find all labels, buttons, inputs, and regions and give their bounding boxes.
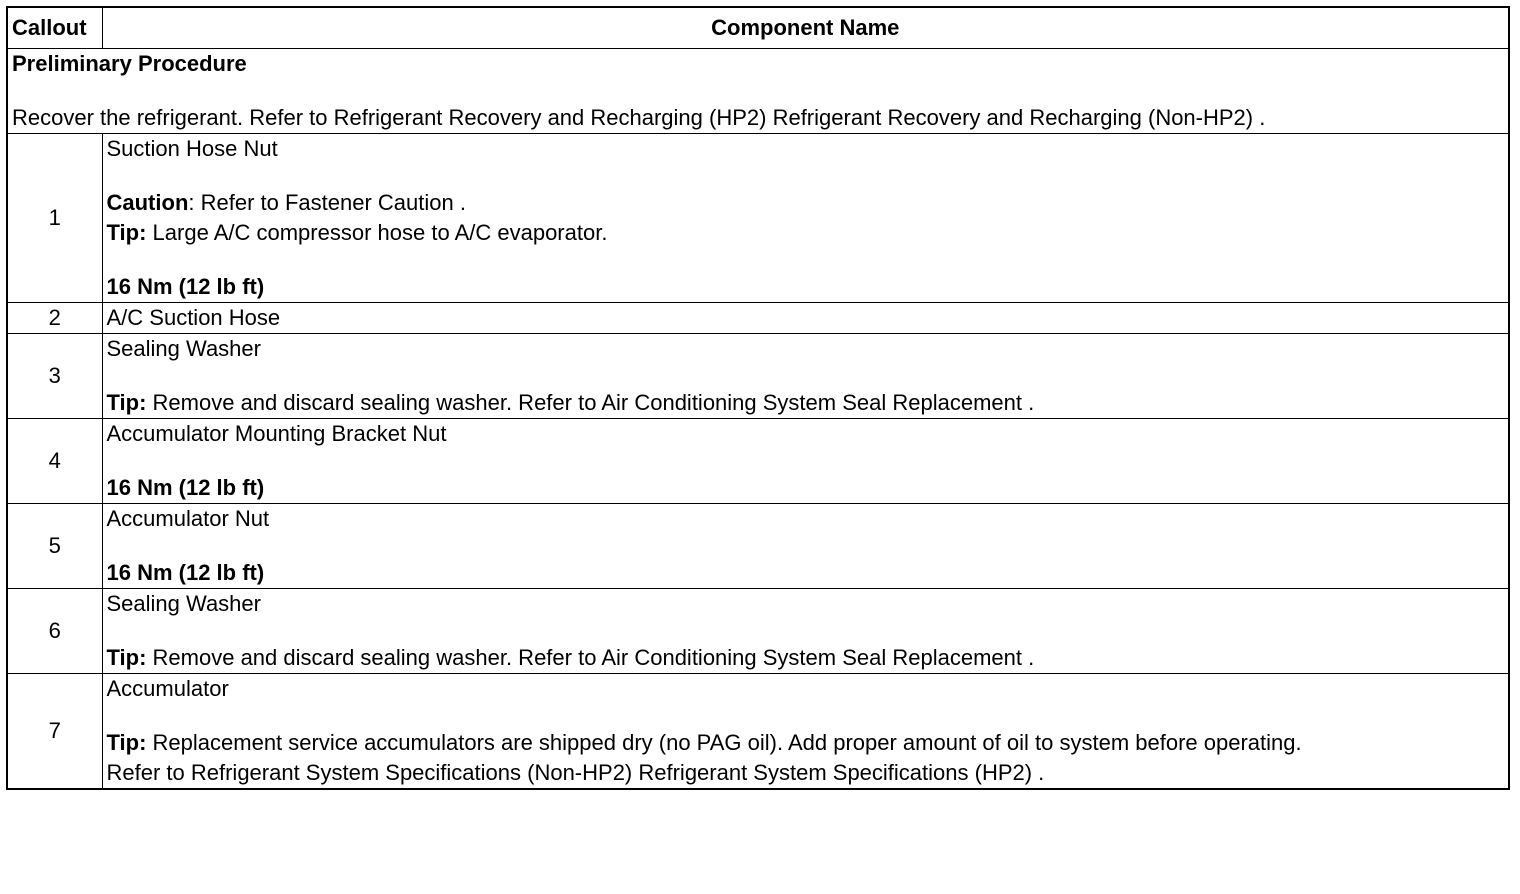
callout-number: 4 (7, 419, 102, 504)
tip-label: Tip: (106, 220, 147, 245)
tip-text: Remove and discard sealing washer. Refer to Air Conditioning System Seal Replacement . (146, 390, 1035, 415)
component-name-column-header: Component Name (102, 7, 1509, 49)
component-cell (102, 334, 1509, 419)
callout-number: 6 (7, 589, 102, 674)
preliminary-procedure-text: Recover the refrigerant. Refer to Refrigerant Recovery and Recharging (HP2) Refrigerant Recovery and Recharging (Non-HP2) . (12, 105, 1266, 130)
component-cell (102, 134, 1509, 303)
torque-spec: 16 Nm (12 lb ft) (106, 274, 265, 299)
component-cell (102, 589, 1509, 674)
tip-text: Large A/C compressor hose to A/C evaporator. (146, 220, 608, 245)
tip-label: Tip: (106, 390, 147, 415)
table-row (7, 674, 1509, 790)
component-table (6, 6, 1510, 790)
component-name: Accumulator Mounting Bracket Nut (106, 421, 447, 446)
callout-number: 3 (7, 334, 102, 419)
tip-label: Tip: (106, 645, 147, 670)
table-row (7, 419, 1509, 504)
tip-continuation: Refer to Refrigerant System Specifications (Non-HP2) Refrigerant System Specifications (HP2) . (106, 760, 1045, 785)
table-row (7, 589, 1509, 674)
preliminary-procedure-title: Preliminary Procedure (12, 51, 247, 76)
component-cell (102, 674, 1509, 790)
table-row (7, 134, 1509, 303)
component-name: A/C Suction Hose (106, 305, 281, 330)
table-row (7, 504, 1509, 589)
caution-label: Caution (106, 190, 189, 215)
callout-number: 5 (7, 504, 102, 589)
caution-note (107, 188, 1505, 218)
tip-note (107, 388, 1505, 418)
preliminary-procedure-cell (7, 49, 1509, 134)
component-name: Accumulator Nut (106, 506, 270, 531)
component-name: Accumulator (106, 676, 229, 701)
torque-spec: 16 Nm (12 lb ft) (106, 475, 265, 500)
preliminary-procedure-row (7, 49, 1509, 134)
tip-note (107, 218, 1505, 248)
torque-spec: 16 Nm (12 lb ft) (106, 560, 265, 585)
callout-number: 2 (7, 303, 102, 334)
tip-label: Tip: (106, 730, 147, 755)
table-header-row (7, 7, 1509, 49)
tip-text: Replacement service accumulators are shipped dry (no PAG oil). Add proper amount of oil to system before operating. (146, 730, 1302, 755)
component-name: Sealing Washer (106, 336, 261, 361)
table-row (7, 334, 1509, 419)
caution-text: : Refer to Fastener Caution . (188, 190, 466, 215)
tip-note (107, 728, 1505, 758)
tip-text: Remove and discard sealing washer. Refer to Air Conditioning System Seal Replacement . (146, 645, 1035, 670)
tip-note (107, 643, 1505, 673)
callout-number: 1 (7, 134, 102, 303)
callout-column-header: Callout (7, 7, 102, 49)
component-name: Suction Hose Nut (106, 136, 278, 161)
callout-number: 7 (7, 674, 102, 790)
component-name: Sealing Washer (106, 591, 261, 616)
component-cell (102, 303, 1509, 334)
component-cell (102, 419, 1509, 504)
table-row (7, 303, 1509, 334)
component-cell (102, 504, 1509, 589)
